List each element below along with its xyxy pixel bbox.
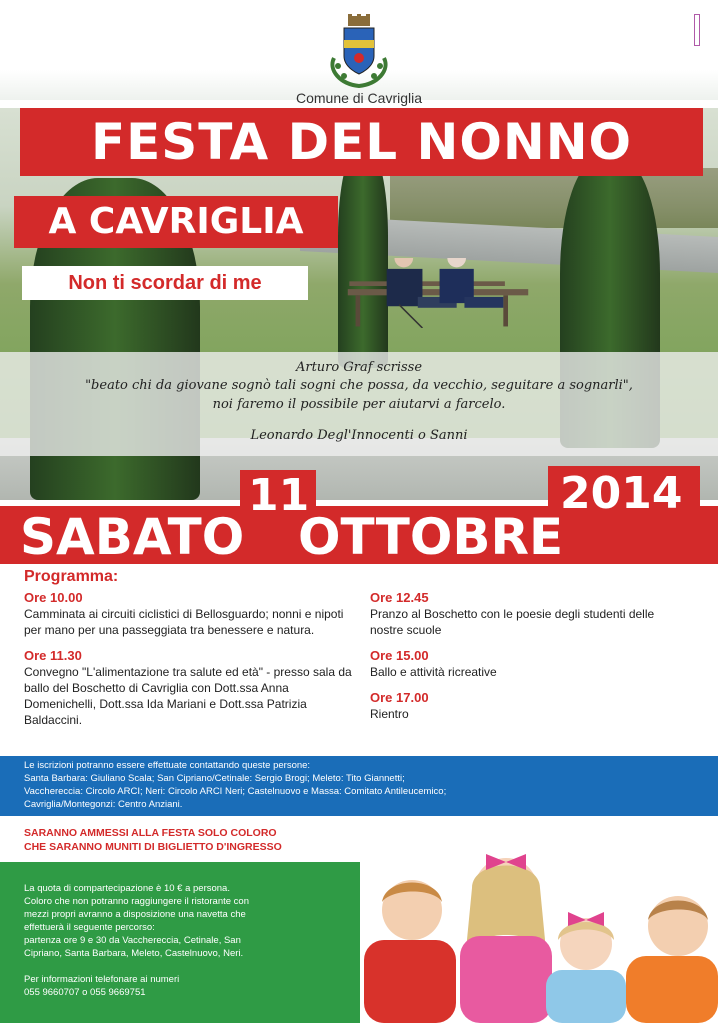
date-month: OTTOBRE [298, 508, 564, 566]
event-time: Ore 12.45 [370, 590, 429, 605]
registration-line: Santa Barbara: Giuliano Scala; San Cipriano/Cetinale: Sergio Brogi; Meleto: Tito Giannetti; [24, 773, 405, 784]
spacer [24, 960, 336, 973]
event-description: Rientro [370, 707, 409, 721]
main-title: FESTA DEL NONNO [20, 108, 703, 176]
children-image [360, 840, 718, 1023]
date-weekday: SABATO [20, 508, 245, 566]
event-description: Camminata ai circuiti ciclistici di Bellosguardo; nonni e nipoti per mano per una passeggiata tra benessere e natura. [24, 607, 344, 637]
info-box [0, 862, 360, 1023]
shuttle-text: Coloro che non potranno raggiungere il ristorante con [24, 896, 249, 907]
shuttle-text: Cipriano, Santa Barbara, Meleto, Castelnuovo, Neri. [24, 948, 244, 959]
registration-line: Cavriglia/Montegonzi: Centro Anziani. [24, 799, 183, 810]
registration-line: Vacchereccia: Circolo ARCI; Neri: Circolo ARCI Neri; Castelnuovo e Massa: Comitato Antileucemico; [24, 786, 447, 797]
program-event [24, 648, 354, 728]
program-event [370, 690, 680, 722]
event-time: Ore 15.00 [370, 648, 429, 663]
event-description: Pranzo al Boschetto con le poesie degli studenti delle nostre scuole [370, 607, 655, 637]
event-description: Ballo e attività ricreative [370, 665, 497, 679]
event-description: Convegno "L'alimentazione tra salute ed età" - presso sala da ballo del Boschetto di Cavriglia con Dott.ssa Anna Domenichelli, Dott.ssa Ida Mariani e Dott.ssa Patrizia Baldaccini. [24, 665, 352, 727]
quote-attribution: Arturo Graf scrisse [295, 360, 423, 375]
comune-name: Comune di Cavriglia [295, 90, 423, 106]
program-event [370, 590, 680, 638]
program-event [370, 648, 680, 680]
quote-text-continued: noi faremo il possibile per aiutarvi a farcelo. [212, 397, 506, 412]
program-left-column [24, 590, 354, 738]
warning-line: SARANNO AMMESSI ALLA FESTA SOLO COLORO [24, 827, 277, 839]
shuttle-text: partenza ore 9 e 30 da Vacchereccia, Cetinale, San [24, 935, 241, 946]
bench-with-elders-image [322, 258, 554, 328]
quota-text: La quota di compartecipazione è 10 € a persona. [24, 883, 230, 894]
event-time: Ore 10.00 [24, 590, 83, 605]
event-time: Ore 11.30 [24, 648, 82, 663]
registration-band [0, 756, 718, 816]
shuttle-text: effettuerà il seguente percorso: [24, 922, 155, 933]
corner-mark [694, 14, 700, 46]
hedge-shape [390, 168, 718, 228]
main-title-location: A CAVRIGLIA [14, 196, 338, 248]
admission-warning [24, 826, 364, 854]
shuttle-text: mezzi propri avranno a disposizione una navetta che [24, 909, 246, 920]
program-title: Programma: [24, 568, 119, 585]
date-day: 11 [248, 470, 310, 521]
registration-intro: Le iscrizioni potranno essere effettuate contattando queste persone: [24, 760, 311, 771]
phone-numbers: 055 9660707 o 055 9669751 [24, 987, 146, 998]
quote-signature: Leonardo Degl'Innocenti o Sanni [250, 428, 468, 443]
date-year: 2014 [560, 468, 683, 519]
subtitle: Non ti scordar di me [22, 266, 308, 300]
phone-label: Per informazioni telefonare ai numeri [24, 974, 180, 985]
event-time: Ore 17.00 [370, 690, 429, 705]
program-right-column [370, 590, 680, 732]
comune-crest-icon [326, 14, 392, 88]
program-event [24, 590, 354, 638]
warning-line: CHE SARANNO MUNITI DI BIGLIETTO D'INGRESSO [24, 841, 282, 853]
quote-text: "beato chi da giovane sognò tali sogni che possa, da vecchio, seguitare a sognarli", [85, 378, 633, 393]
